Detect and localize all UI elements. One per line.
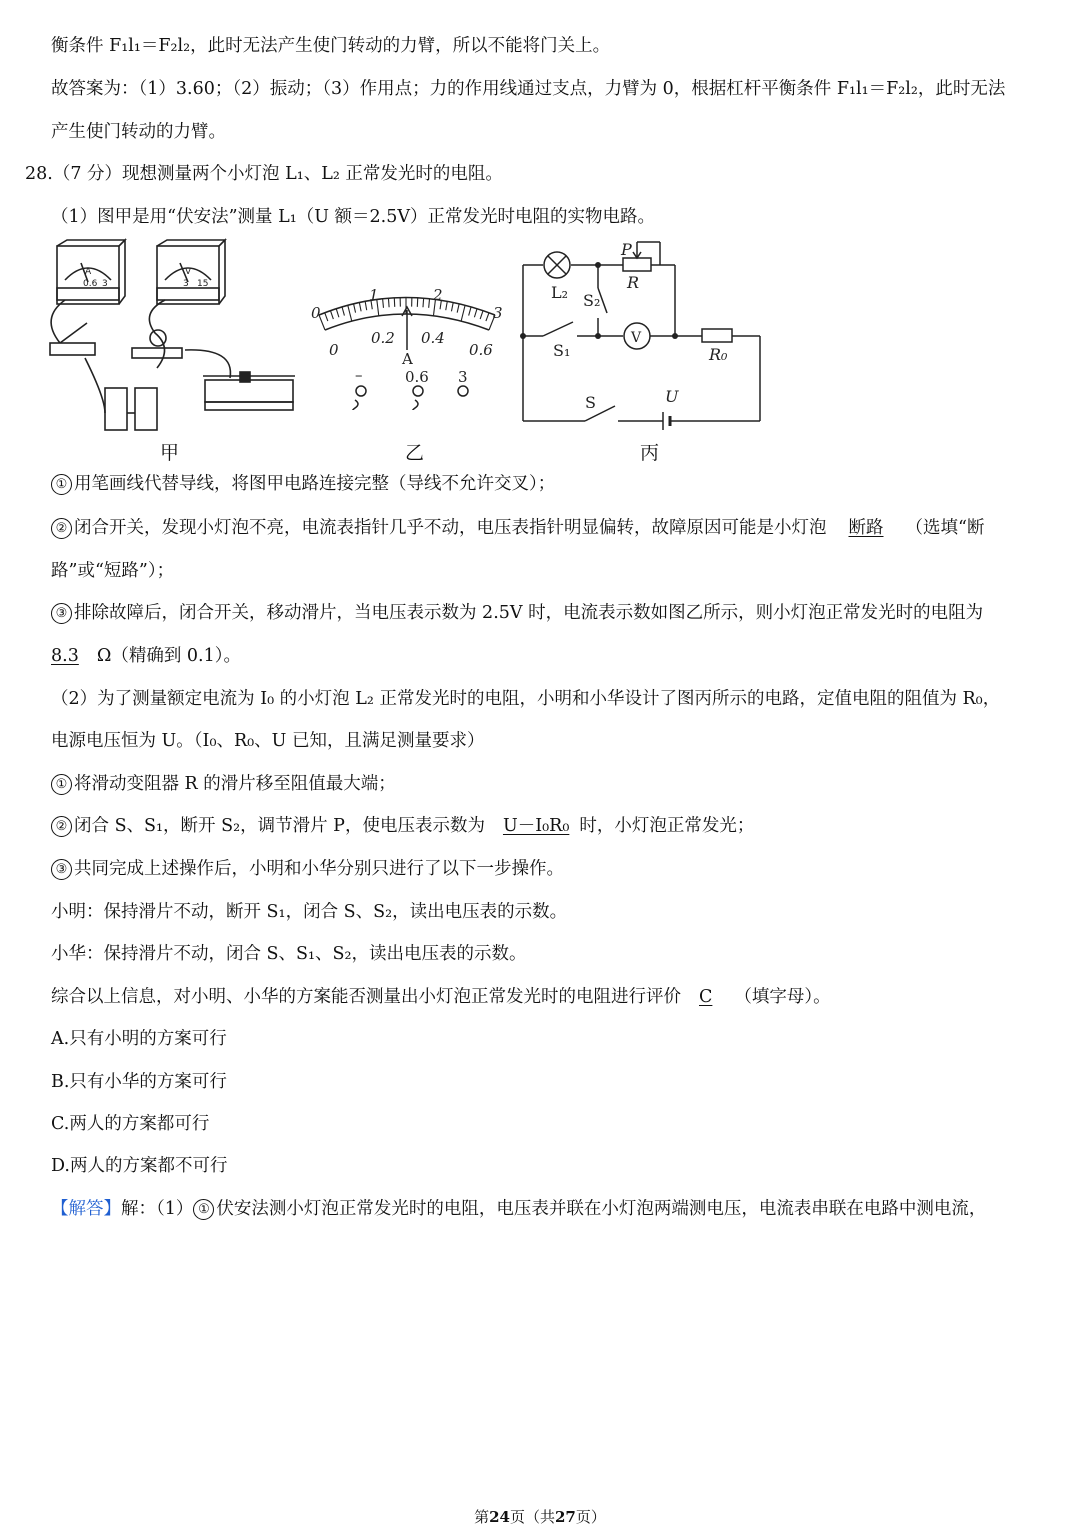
text-line: 小华：保持滑片不动，闭合 S、S₁、S₂，读出电压表的示数。 <box>51 944 527 964</box>
dial-tick <box>461 305 465 321</box>
step-text: 闭合开关，发现小灯泡不亮，电流表指针几乎不动，电压表指针明显偏转，故障原因可能是小灯泡 <box>74 518 827 538</box>
dial-tick <box>474 309 477 318</box>
step-3 <box>51 857 564 881</box>
step-text: Ω（精确到 0.1）。 <box>96 646 241 666</box>
dial-tick <box>423 298 424 307</box>
option-a: A.只有小明的方案可行 <box>51 1029 227 1049</box>
dial-tick <box>348 305 352 321</box>
label-v: V <box>631 330 642 346</box>
step-1 <box>51 472 555 496</box>
figure-yi-ammeter-dial <box>305 280 515 410</box>
subquestion-2: （2）为了测量额定电流为 I₀ 的小灯泡 L₂ 正常发光时的电阻，小明和小华设计了图丙所示的电路，定值电阻的阻值为 R₀， <box>51 689 1001 709</box>
voltmeter-label: 3 <box>183 279 189 289</box>
answer-fill: U－I₀R₀ <box>502 816 570 836</box>
text-line <box>51 644 241 668</box>
text-line: 产生使门转动的力臂。 <box>51 122 226 142</box>
figure-caption-jia: 甲 <box>160 442 180 464</box>
label-r0: R₀ <box>709 345 728 364</box>
circled-number: ② <box>51 518 72 539</box>
dial-tick <box>429 299 430 308</box>
page-footer: 第24页（共27页） <box>474 1508 606 1526</box>
text-line: 电源电压恒为 U。（I₀、R₀、U 已知，且满足测量要求） <box>51 731 485 751</box>
battery <box>135 388 157 430</box>
rheostat-r <box>623 258 651 271</box>
step-text: （选填“断 <box>905 518 985 538</box>
terminal-label: 0.6 <box>405 368 429 386</box>
circled-number: ① <box>193 1199 214 1220</box>
terminal-label: – <box>355 366 363 384</box>
label-l2: L₂ <box>551 283 569 302</box>
subquestion-1: （1）图甲是用“伏安法”测量 L₁（U 额＝2.5V）正常发光时电阻的实物电路。 <box>51 207 656 227</box>
dial-tick <box>342 307 344 316</box>
step-1 <box>51 772 396 796</box>
junction-dot <box>595 333 601 339</box>
solution-tag: 【解答】 <box>51 1199 121 1219</box>
dial-bottom-label: 0.4 <box>421 329 445 347</box>
step-text: 共同完成上述操作后，小明和小华分别只进行了以下一步操作。 <box>74 859 564 879</box>
dial-tick <box>451 302 453 311</box>
junction-dot <box>595 262 601 268</box>
dial-top-label: 3 <box>493 304 503 322</box>
label-s1: S₁ <box>553 341 571 360</box>
terminal <box>356 386 366 396</box>
circled-number: ③ <box>51 859 72 880</box>
answer-fill: 8.3 <box>51 646 79 666</box>
option-b: B.只有小华的方案可行 <box>51 1072 227 1092</box>
circled-number: ① <box>51 774 72 795</box>
label-u: U <box>665 387 679 406</box>
dial-tick <box>325 313 328 321</box>
dial-tick <box>486 313 489 321</box>
resistor-r0 <box>702 329 732 342</box>
ammeter-label: 3 <box>102 279 108 289</box>
step-text: 闭合 S、S₁，断开 S₂，调节滑片 P，使电压表示数为 <box>74 816 485 836</box>
ammeter-label: A <box>85 267 92 277</box>
voltmeter-label: 15 <box>197 279 209 289</box>
junction-dot <box>672 333 678 339</box>
figure-bing-circuit-diagram <box>515 238 770 438</box>
bulb-icon <box>150 330 166 346</box>
circled-number: ③ <box>51 603 72 624</box>
dial-top-label: 0 <box>311 304 321 322</box>
page-total: 27 <box>555 1508 576 1526</box>
text-line: 衡条件 F₁l₁＝F₂l₂，此时无法产生使门转动的力臂，所以不能将门关上。 <box>51 36 611 56</box>
question-28-title: 28.（7 分）现想测量两个小灯泡 L₁、L₂ 正常发光时的电阻。 <box>25 164 503 184</box>
dial-tick <box>388 298 389 307</box>
step-text: 用笔画线代替导线，将图甲电路连接完整（导线不允许交叉）； <box>74 474 556 494</box>
label-r: R <box>627 273 640 292</box>
answer-fill: 断路 <box>848 518 884 538</box>
answer-fill: C <box>699 987 713 1007</box>
junction-dot <box>520 333 526 339</box>
label-p: P <box>621 240 632 259</box>
dial-tick <box>359 302 361 311</box>
dial-tick <box>330 311 333 319</box>
label-s2: S₂ <box>583 291 601 310</box>
dial-tick <box>480 311 483 319</box>
answer-line: 故答案为：（1）3.60；（2）振动；（3）作用点；力的作用线通过支点，力臂为 0，根据杠杆平衡条件 F₁l₁＝F₂l₂，此时无法 <box>51 79 1006 99</box>
page-number: 24 <box>489 1508 510 1526</box>
text-line: 小明：保持滑片不动，断开 S₁，闭合 S、S₂，读出电压表的示数。 <box>51 902 568 922</box>
solution-line: 【解答】解：（1） ① 伏安法测小灯泡正常发光时的电阻，电压表并联在小灯泡两端测电压，电流表串联在电路中测电流， <box>51 1199 987 1219</box>
dial-top-label: 1 <box>369 286 379 304</box>
text-line: 综合以上信息，对小明、小华的方案能否测量出小灯泡正常发光时的电阻进行评价 C （填字母）。 <box>51 987 831 1007</box>
dial-tick <box>354 304 356 313</box>
dial-tick <box>383 299 384 308</box>
dial-bottom-label: 0.6 <box>469 341 493 359</box>
voltmeter-label: V <box>185 267 192 277</box>
dial-tick <box>446 301 448 310</box>
step-2 <box>51 516 984 540</box>
dial-bottom-label: 0 <box>329 341 339 359</box>
ammeter-label: 0.6 <box>83 279 98 289</box>
dial-tick <box>457 304 459 313</box>
rheostat <box>205 380 293 402</box>
step-text: 排除故障后，闭合开关，移动滑片，当电压表示数为 2.5V 时，电流表示数如图乙所示，则小灯泡正常发光时的电阻为 <box>74 603 984 623</box>
option-c: C.两人的方案都可行 <box>51 1114 210 1134</box>
dial-tick <box>365 301 367 310</box>
terminal <box>458 386 468 396</box>
step-3 <box>51 601 983 625</box>
option-d: D.两人的方案都不可行 <box>51 1156 228 1176</box>
dial-top-label: 2 <box>433 286 443 304</box>
step-text: 将滑动变阻器 R 的滑片移至阻值最大端； <box>74 774 396 794</box>
text-line: 路”或“短路”）； <box>51 561 175 581</box>
dial-bottom-label: 0.2 <box>371 329 395 347</box>
dial-tick <box>469 307 471 316</box>
circled-number: ① <box>51 474 72 495</box>
dial-unit: A <box>402 350 413 368</box>
step-text: 时，小灯泡正常发光； <box>579 816 755 836</box>
terminal <box>413 386 423 396</box>
dial-tick <box>336 309 339 318</box>
figure-caption-yi: 乙 <box>405 442 425 464</box>
figure-caption-bing: 丙 <box>640 442 660 464</box>
label-s: S <box>585 393 596 412</box>
battery <box>105 388 127 430</box>
terminal-label: 3 <box>458 368 468 386</box>
circled-number: ② <box>51 816 72 837</box>
switch <box>50 343 95 355</box>
step-2 <box>51 814 754 838</box>
figure-jia-physical-circuit <box>45 238 305 443</box>
